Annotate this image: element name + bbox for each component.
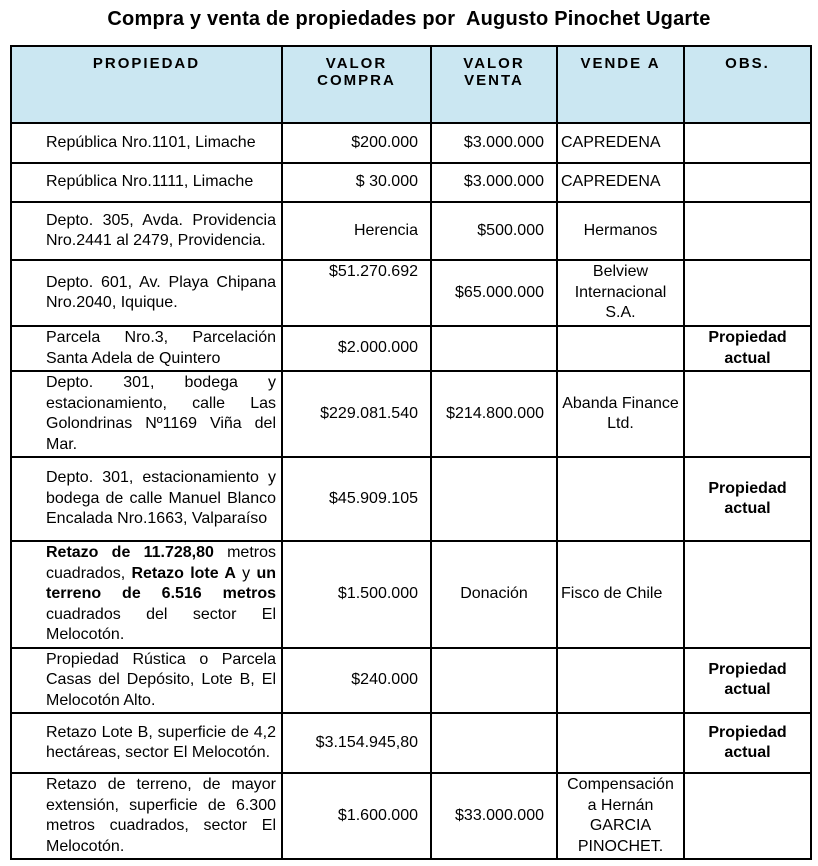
cell-vende-a: Belview Internacional S.A. [557, 260, 684, 326]
cell-vende-a: Compensación a Hernán GARCIA PINOCHET. [557, 773, 684, 859]
table-row [11, 326, 811, 371]
table-row [11, 541, 811, 648]
cell-valor-venta: Donación [431, 541, 557, 648]
col-header-valor-compra: VALOR COMPRA [282, 46, 431, 123]
cell-propiedad: Propiedad Rústica o Parcela Casas del Depósito, Lote B, El Melocotón Alto. [11, 648, 282, 714]
col-header-propiedad: PROPIEDAD [11, 46, 282, 123]
cell-valor-compra: $229.081.540 [282, 371, 431, 457]
page-title: Compra y venta de propiedades por Augusto Pinochet Ugarte [107, 8, 711, 30]
cell-propiedad: Depto. 305, Avda. Providencia Nro.2441 al 2479, Providencia. [11, 202, 282, 260]
table-row [11, 371, 811, 457]
cell-valor-compra: $2.000.000 [282, 326, 431, 371]
cell-valor-compra: $45.909.105 [282, 457, 431, 541]
table-row [11, 123, 811, 163]
col-header-valor-venta: VALOR VENTA [431, 46, 557, 123]
cell-propiedad: República Nro.1111, Limache [11, 163, 282, 202]
cell-obs: Propiedad actual [684, 713, 811, 773]
cell-valor-venta: $214.800.000 [431, 371, 557, 457]
table-body [11, 123, 811, 859]
cell-vende-a [557, 326, 684, 371]
cell-vende-a [557, 457, 684, 541]
table-row [11, 713, 811, 773]
cell-propiedad: Retazo de 11.728,80 metros cuadrados, Retazo lote A y un terreno de 6.516 metros cuadrados del sector El Melocotón. [11, 541, 282, 648]
cell-valor-compra: $200.000 [282, 123, 431, 163]
cell-obs: Propiedad actual [684, 457, 811, 541]
col-header-obs: OBS. [684, 46, 811, 123]
cell-vende-a: Hermanos [557, 202, 684, 260]
cell-vende-a: CAPREDENA [557, 163, 684, 202]
cell-vende-a [557, 713, 684, 773]
cell-vende-a: Abanda Finance Ltd. [557, 371, 684, 457]
cell-obs [684, 123, 811, 163]
cell-valor-venta: $3.000.000 [431, 163, 557, 202]
cell-propiedad: Depto. 301, bodega y estacionamiento, calle Las Golondrinas Nº1169 Viña del Mar. [11, 371, 282, 457]
cell-obs: Propiedad actual [684, 648, 811, 714]
table-row [11, 163, 811, 202]
cell-valor-compra: $1.600.000 [282, 773, 431, 859]
cell-valor-venta: $33.000.000 [431, 773, 557, 859]
cell-obs [684, 371, 811, 457]
cell-propiedad: Retazo de terreno, de mayor extensión, superficie de 6.300 metros cuadrados, sector El Melocotón. [11, 773, 282, 859]
table-row [11, 457, 811, 541]
cell-valor-venta [431, 457, 557, 541]
table-row [11, 773, 811, 859]
properties-table [10, 45, 812, 860]
table-row [11, 202, 811, 260]
cell-valor-venta: $65.000.000 [431, 260, 557, 326]
cell-obs: Propiedad actual [684, 326, 811, 371]
cell-vende-a: Fisco de Chile [557, 541, 684, 648]
cell-valor-compra: $1.500.000 [282, 541, 431, 648]
cell-propiedad: Parcela Nro.3, Parcelación Santa Adela de Quintero [11, 326, 282, 371]
cell-propiedad: Retazo Lote B, superficie de 4,2 hectáreas, sector El Melocotón. [11, 713, 282, 773]
cell-valor-compra: $3.154.945,80 [282, 713, 431, 773]
cell-valor-venta: $500.000 [431, 202, 557, 260]
cell-valor-compra: $ 30.000 [282, 163, 431, 202]
cell-obs [684, 260, 811, 326]
cell-valor-compra: $240.000 [282, 648, 431, 714]
cell-valor-venta: $3.000.000 [431, 123, 557, 163]
cell-propiedad: Depto. 301, estacionamiento y bodega de calle Manuel Blanco Encalada Nro.1663, Valparaíso [11, 457, 282, 541]
cell-propiedad: República Nro.1101, Limache [11, 123, 282, 163]
cell-obs [684, 163, 811, 202]
cell-propiedad: Depto. 601, Av. Playa Chipana Nro.2040, Iquique. [11, 260, 282, 326]
cell-obs [684, 202, 811, 260]
cell-obs [684, 773, 811, 859]
table-row [11, 260, 811, 326]
cell-valor-compra: Herencia [282, 202, 431, 260]
table-row [11, 648, 811, 714]
cell-valor-venta [431, 326, 557, 371]
cell-valor-venta [431, 713, 557, 773]
cell-obs [684, 541, 811, 648]
cell-vende-a: CAPREDENA [557, 123, 684, 163]
cell-vende-a [557, 648, 684, 714]
cell-valor-venta [431, 648, 557, 714]
cell-valor-compra: $51.270.692 [282, 260, 431, 326]
table-header-row [11, 46, 811, 123]
col-header-vende-a: VENDE A [557, 46, 684, 123]
table-header [11, 46, 811, 123]
